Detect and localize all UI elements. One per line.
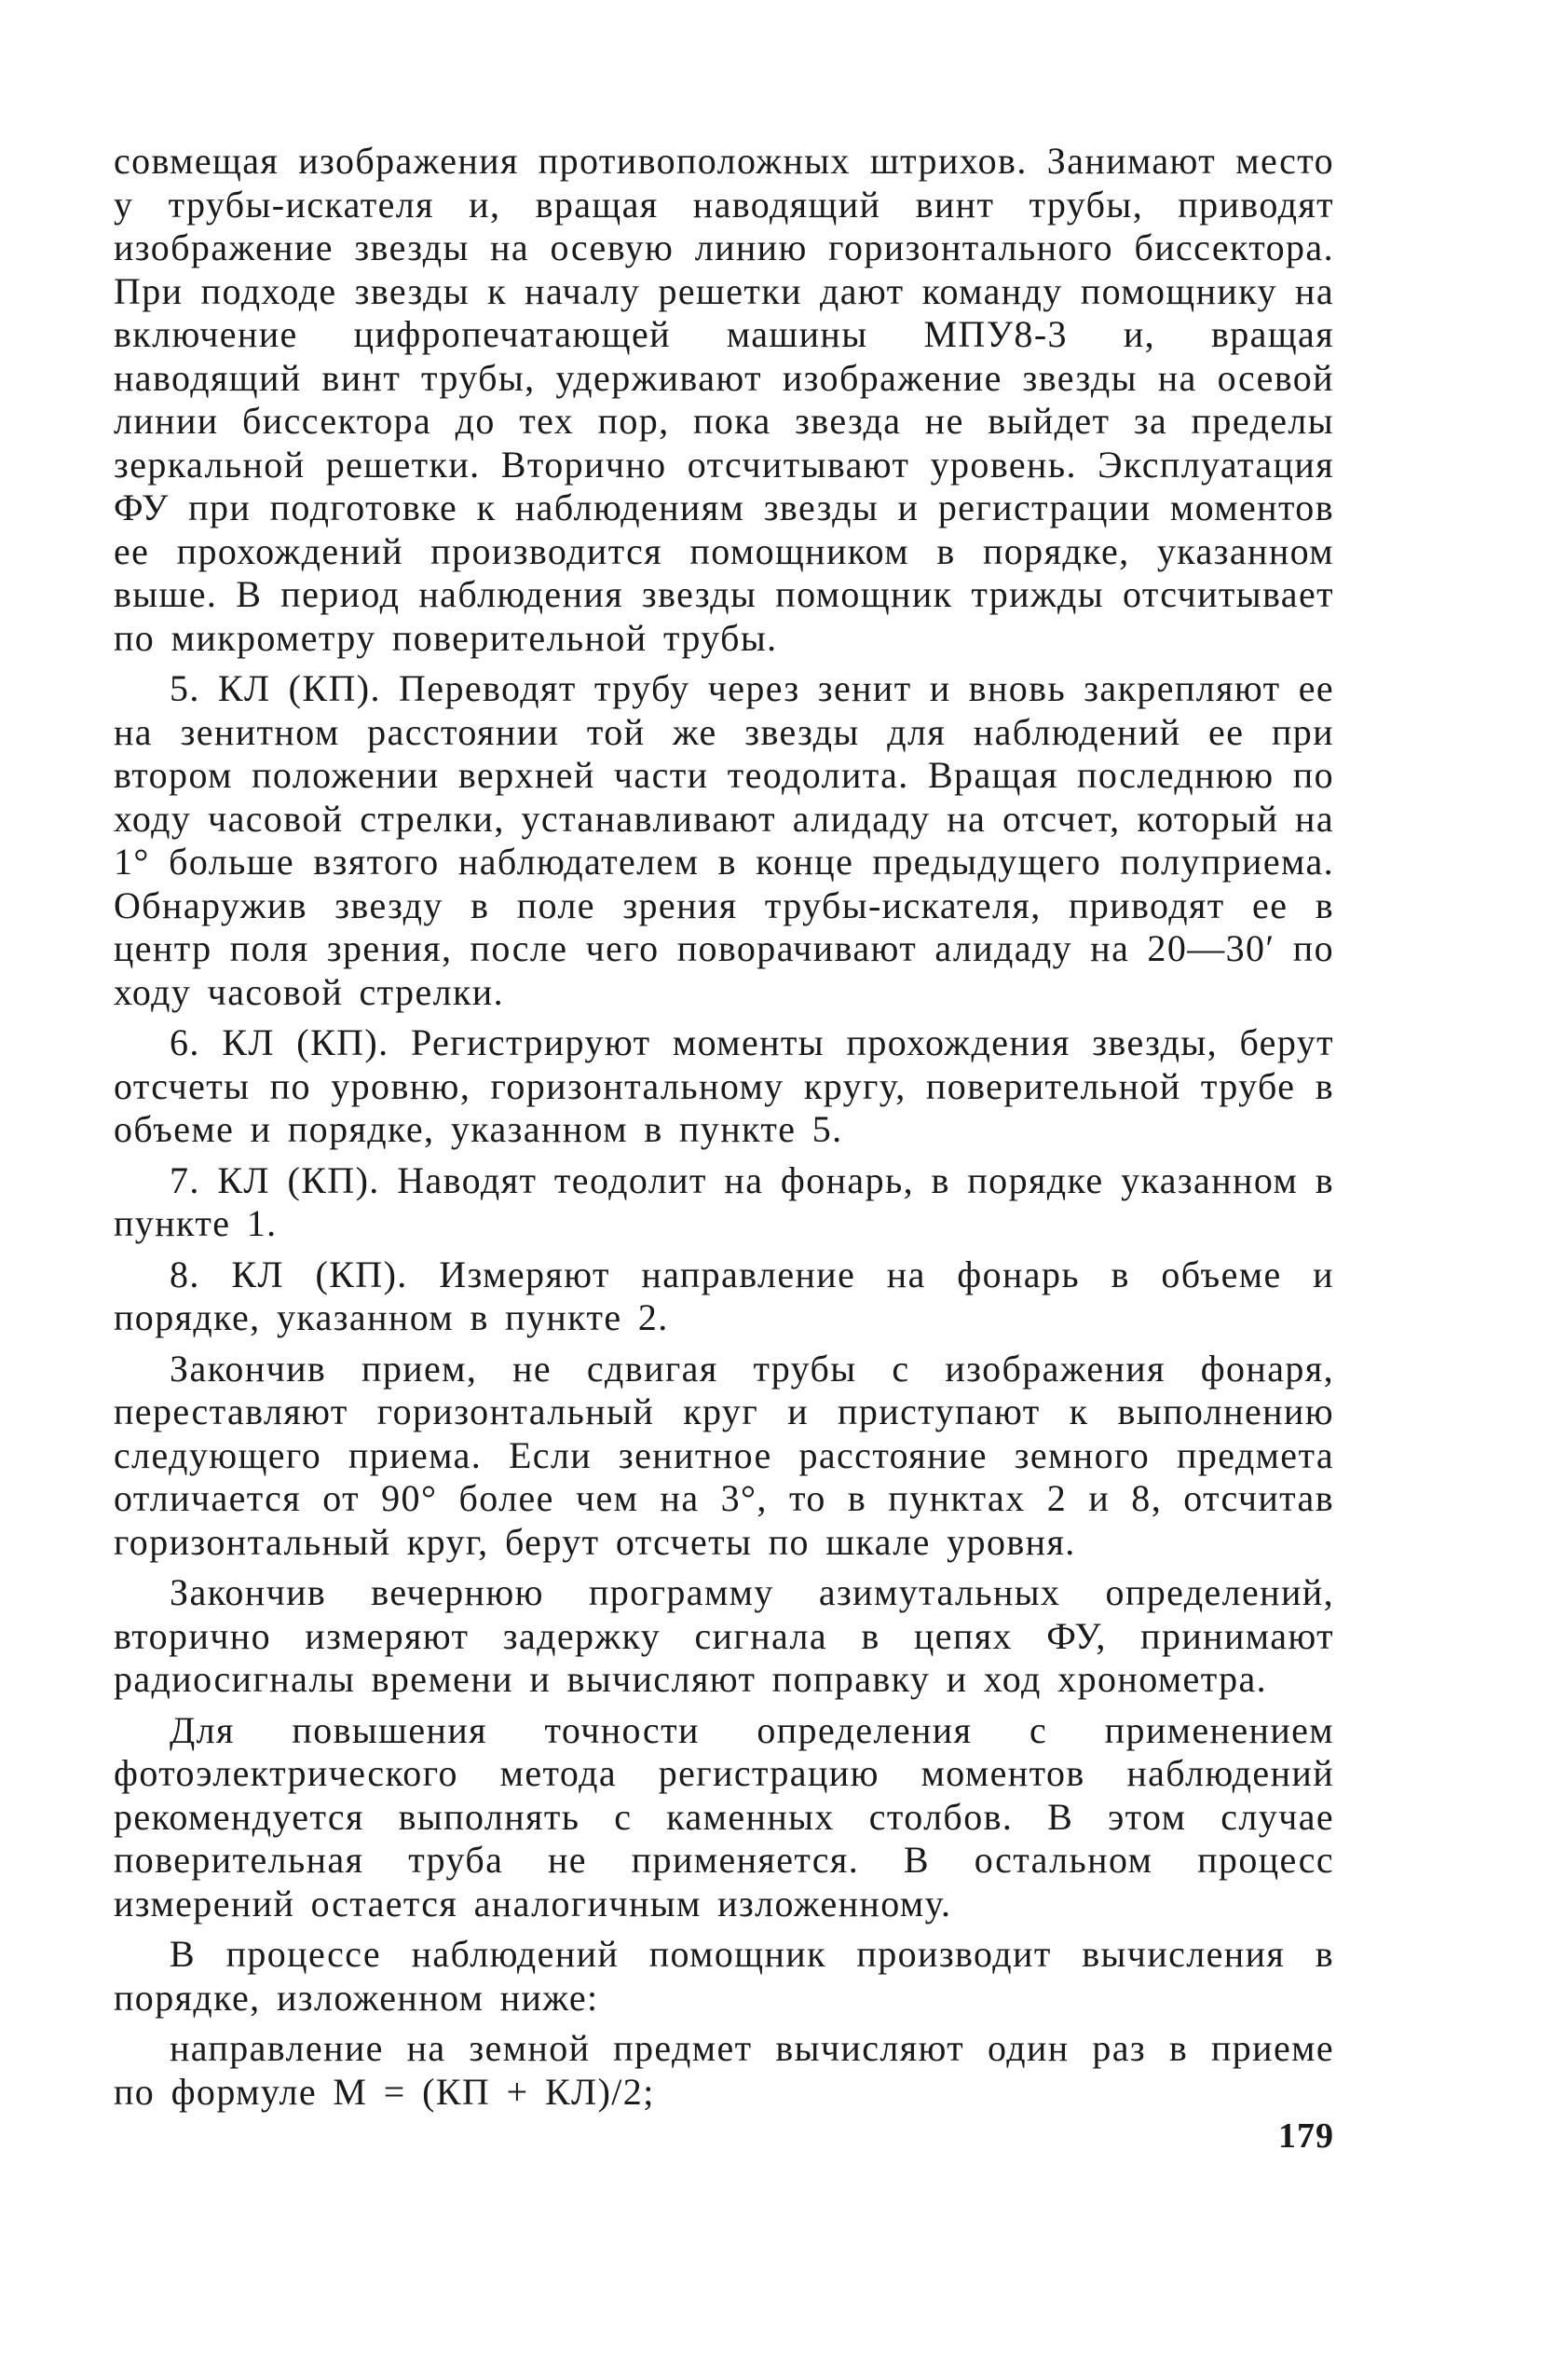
list-item-5: 5. КЛ (КП). Переводят трубу через зенит и вновь закрепляют ее на зенитном расстоянии той же звезды для наблюдений ее при втором положении верхней части теодолита. Вращая последнюю по ходу часовой стрелки, устанавливают алидаду на отсчет, который на 1° больше взятого наблюдателем в конце предыдущего полуприема. Обнаружив звезду в поле зрения трубы-искателя, приводят ее в центр поля зрения, после чего поворачивают алидаду на 20—30′ по ходу часовой стрелки. (114, 667, 1334, 1013)
list-item-8: 8. КЛ (КП). Измеряют направление на фонарь в объеме и порядке, указанном в пункте 2. (114, 1253, 1334, 1338)
page-number: 179 (1278, 2116, 1334, 2156)
paragraph-continuation: совмещая изображения противоположных штрихов. Занимают место у трубы-искателя и, вращая наводящий винт трубы, приводят изображение звезды на осевую линию горизонтального биссектора. При подходе звезды к началу решетки дают команду помощнику на включение цифропечатающей машины МПУ8-3 и, вращая наводящий винт трубы, удерживают изображение звезды на осевой линии биссектора до тех пор, пока звезда не выйдет за пределы зеркальной решетки. Вторично отсчитывают уровень. Эксплуатация ФУ при подготовке к наблюдениям звезды и регистрации моментов ее прохождений производится помощником в порядке, указанном выше. В период наблюдения звезды помощник трижды отсчитывает по микрометру поверительной трубы. (114, 140, 1334, 659)
paragraph-end-of-reception: Закончив прием, не сдвигая трубы с изображения фонаря, переставляют горизонтальный круг и приступают к выполнению следующего приема. Если зенитное расстояние земного предмета отличается от 90° более чем на 3°, то в пунктах 2 и 8, отсчитав горизонтальный круг, берут отсчеты по шкале уровня. (114, 1347, 1334, 1563)
paragraph-accuracy: Для повышения точности определения с применением фотоэлектрического метода регистрацию моментов наблюдений рекомендуется выполнять с каменных столбов. В этом случае поверительная труба не применяется. В остальном процесс измерений остается аналогичным изложенному. (114, 1708, 1334, 1925)
list-item-6: 6. КЛ (КП). Регистрируют моменты прохождения звезды, берут отсчеты по уровню, горизонтальному кругу, поверительной трубе в объеме и порядке, указанном в пункте 5. (114, 1021, 1334, 1150)
paragraph-calculations: В процессе наблюдений помощник производит вычисления в порядке, изложенном ниже: (114, 1933, 1334, 2019)
paragraph-evening-program: Закончив вечернюю программу азимутальных определений, вторично измеряют задержку сигнала в цепях ФУ, принимают радиосигналы времени и вычисляют поправку и ход хронометра. (114, 1571, 1334, 1700)
paragraph-formula: направление на земной предмет вычисляют один раз в приеме по формуле M = (КП + КЛ)/2; (114, 2027, 1334, 2113)
list-item-7: 7. КЛ (КП). Наводят теодолит на фонарь, в порядке указанном в пункте 1. (114, 1158, 1334, 1244)
page-body (114, 140, 1334, 2114)
